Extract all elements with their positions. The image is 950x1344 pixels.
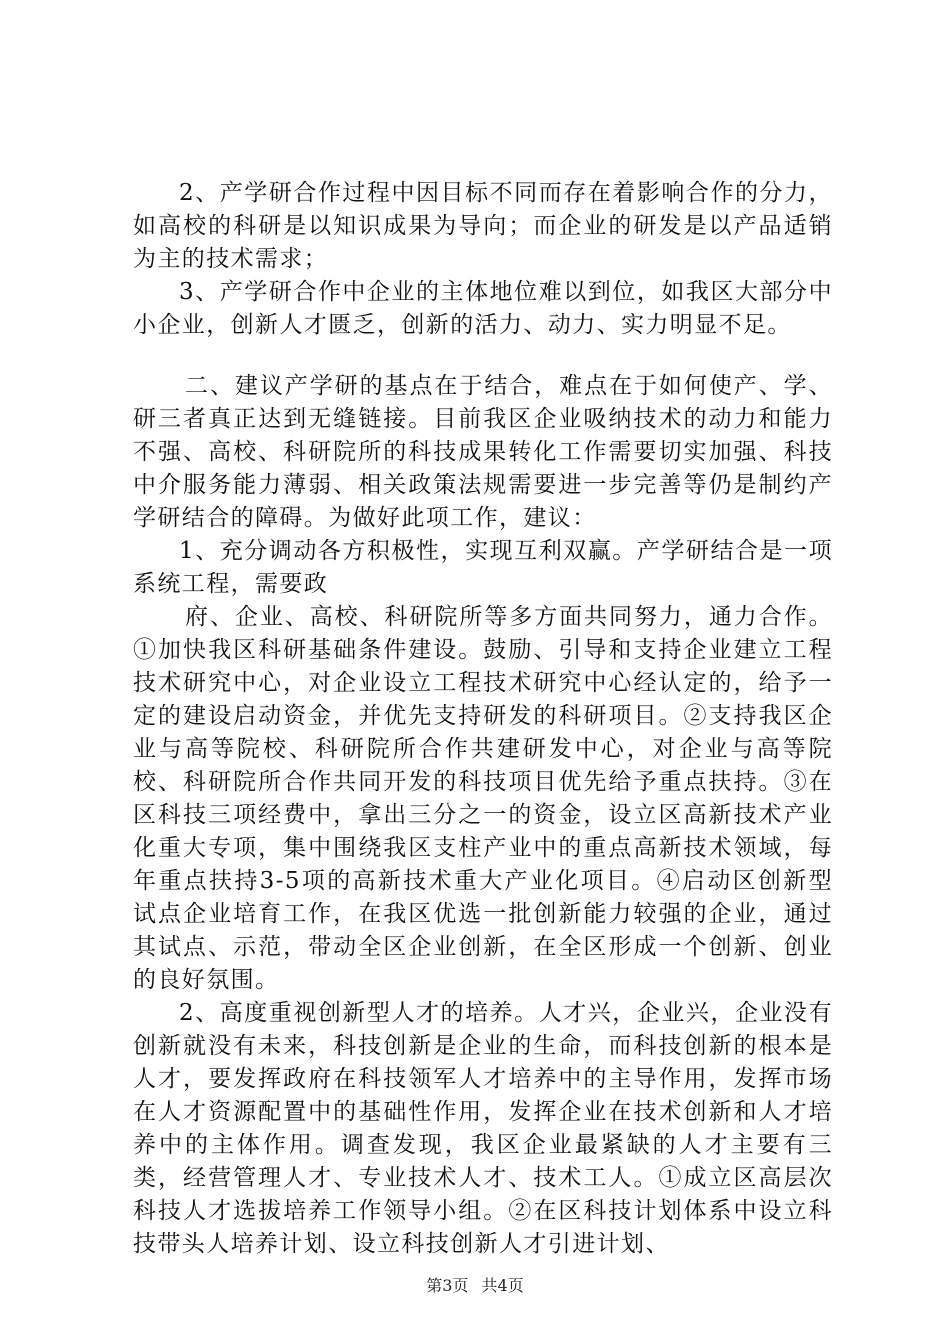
- paragraph-suggestion-2: 2、高度重视创新型人才的培养。人才兴，企业兴，企业没有创新就没有未来，科技创新是企业的生命，而科技创新的根本是人才，要发挥政府在科技领军人才培养中的主导作用，发挥市场在人才资源配置中的基础性作用，发挥企业在技术创新和人才培养中的主体作用。调查发现，我区企业最紧缺的人才主要有三类，经营管理人才、专业技术人才、技术工人。①成立区高层次科技人才选拔培养工作领导小组。②在区科技计划体系中设立科技带头人培养计划、设立科技创新人才引进计划、: [133, 1000, 833, 1257]
- page-footer: [0, 1273, 950, 1296]
- paragraph-enterprise-role: 3、产学研合作中企业的主体地位难以到位，如我区大部分中小企业，创新人才匮乏，创新的活力、动力、实力明显不足。: [133, 279, 833, 338]
- document-body: [133, 177, 833, 1261]
- paragraph-goal-conflict: 2、产学研合作过程中因目标不同而存在着影响合作的分力，如高校的科研是以知识成果为导向；而企业的研发是以产品适销为主的技术需求；: [133, 180, 833, 272]
- paragraph-suggestion-1-continued: 府、企业、高校、科研院所等多方面共同努力，通力合作。①加快我区科研基础条件建设。鼓励、引导和支持企业建立工程技术研究中心，对企业设立工程技术研究中心经认定的，给予一定的建设启动资金，并优先支持研发的科研项目。②支持我区企业与高等院校、科研院所合作共建研发中心，对企业与高等院校、科研院所合作共同开发的科技项目优先给予重点扶持。③在区科技三项经费中，拿出三分之一的资金，设立区高新技术产业化重大专项，集中围绕我区支柱产业中的重点高新技术领域，每年重点扶持3-5项的高新技术重大产业化项目。④启动区创新型试点企业培育工作，在我区优选一批创新能力较强的企业，通过其试点、示范，带动全区企业创新，在全区形成一个创新、创业的良好氛围。: [133, 604, 833, 993]
- paragraph-suggestion-1: 1、充分调动各方积极性，实现互利双赢。产学研结合是一项系统工程，需要政: [133, 538, 833, 597]
- page-number: 第3页: [426, 1276, 469, 1295]
- page-total: 共4页: [481, 1276, 524, 1295]
- paragraph-suggestions-intro: 二、建议产学研的基点在于结合，难点在于如何使产、学、研三者真正达到无缝链接。目前我区企业吸纳技术的动力和能力不强、高校、科研院所的科技成果转化工作需要切实加强、科技中介服务能力薄弱、相关政策法规需要进一步完善等仍是制约产学研结合的障碍。为做好此项工作，建议：: [133, 373, 833, 531]
